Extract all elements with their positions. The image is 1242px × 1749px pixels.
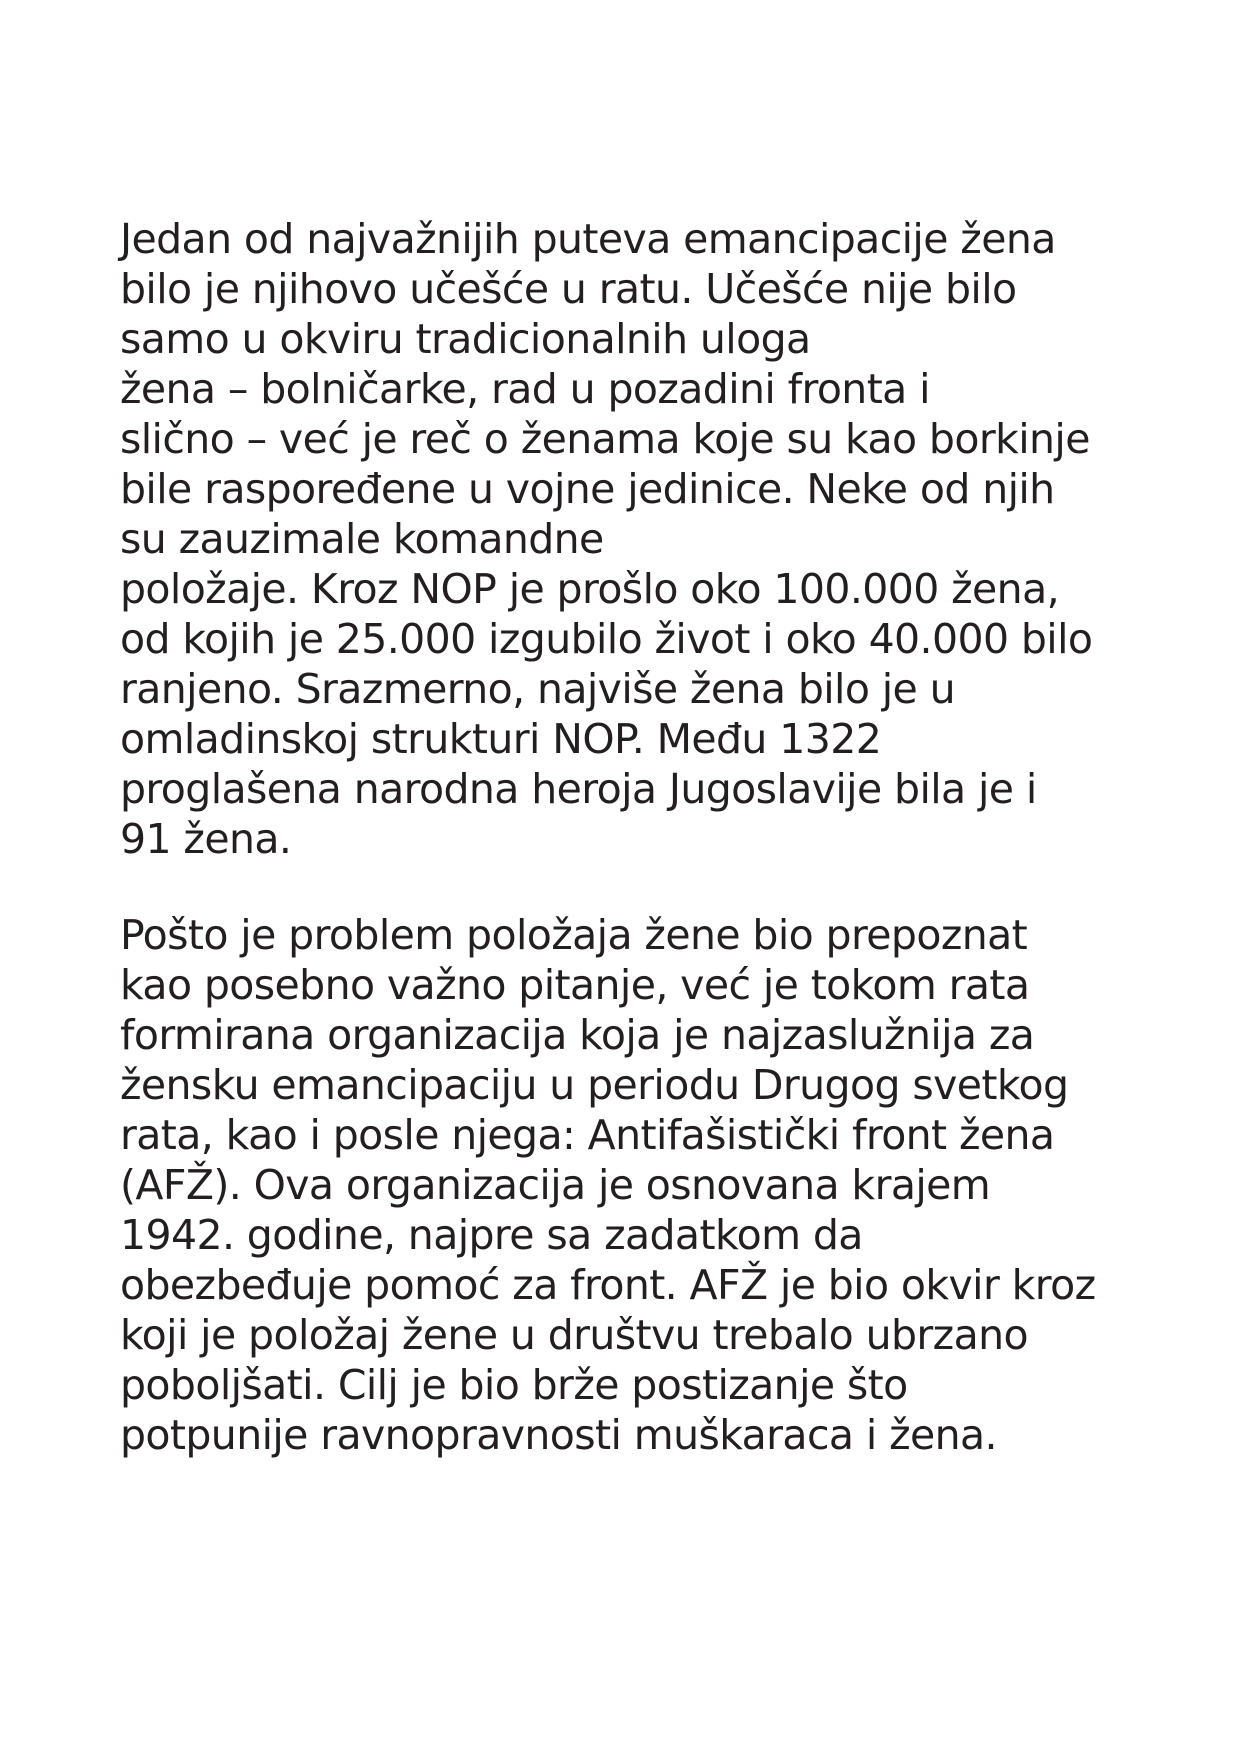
text-line: položaje. Kroz NOP je prošlo oko 100.000 žena, — [120, 565, 1060, 613]
text-line: 91 žena. — [120, 815, 292, 863]
text-line: samo u okviru tradicionalnih uloga — [120, 315, 811, 363]
text-line: koji je položaj žene u društvu trebalo ubrzano — [120, 1311, 1028, 1359]
text-line: Pošto je problem položaja žene bio prepoznat — [120, 911, 1028, 959]
text-line: rata, kao i posle njega: Antifašistički front žena — [120, 1111, 1055, 1159]
text-line: 1942. godine, najpre sa zadatkom da — [120, 1211, 863, 1259]
paragraph-1 — [120, 214, 1200, 864]
text-line: poboljšati. Cilj je bio brže postizanje što — [120, 1361, 908, 1409]
text-line: od kojih je 25.000 izgubilo život i oko 40.000 bilo — [120, 615, 1093, 663]
text-line: kao posebno važno pitanje, već je tokom rata — [120, 961, 1030, 1009]
text-line: potpunije ravnopravnosti muškaraca i žena. — [120, 1411, 997, 1459]
text-line: ranjeno. Srazmerno, najviše žena bilo je u — [120, 665, 955, 713]
text-line: proglašena narodna heroja Jugoslavije bila je i — [120, 765, 1037, 813]
text-line: žensku emancipaciju u periodu Drugog svetkog — [120, 1061, 1069, 1109]
paragraph-2 — [120, 910, 1200, 1460]
text-line: (AFŽ). Ova organizacija je osnovana krajem — [120, 1161, 991, 1209]
text-line: su zauzimale komandne — [120, 515, 604, 563]
text-line: Jedan od najvažnijih puteva emancipacije žena — [120, 215, 1056, 263]
text-line: obezbeđuje pomoć za front. AFŽ je bio okvir kroz — [120, 1261, 1096, 1309]
text-line: bile raspoređene u vojne jedinice. Neke od njih — [120, 465, 1055, 513]
text-line: žena – bolničarke, rad u pozadini fronta i — [120, 365, 930, 413]
text-line: omladinskoj strukturi NOP. Među 1322 — [120, 715, 882, 763]
text-line: slično – već je reč o ženama koje su kao borkinje — [120, 415, 1090, 463]
text-line: bilo je njihovo učešće u ratu. Učešće nije bilo — [120, 265, 1017, 313]
text-line: formirana organizacija koja je najzaslužnija za — [120, 1011, 1035, 1059]
